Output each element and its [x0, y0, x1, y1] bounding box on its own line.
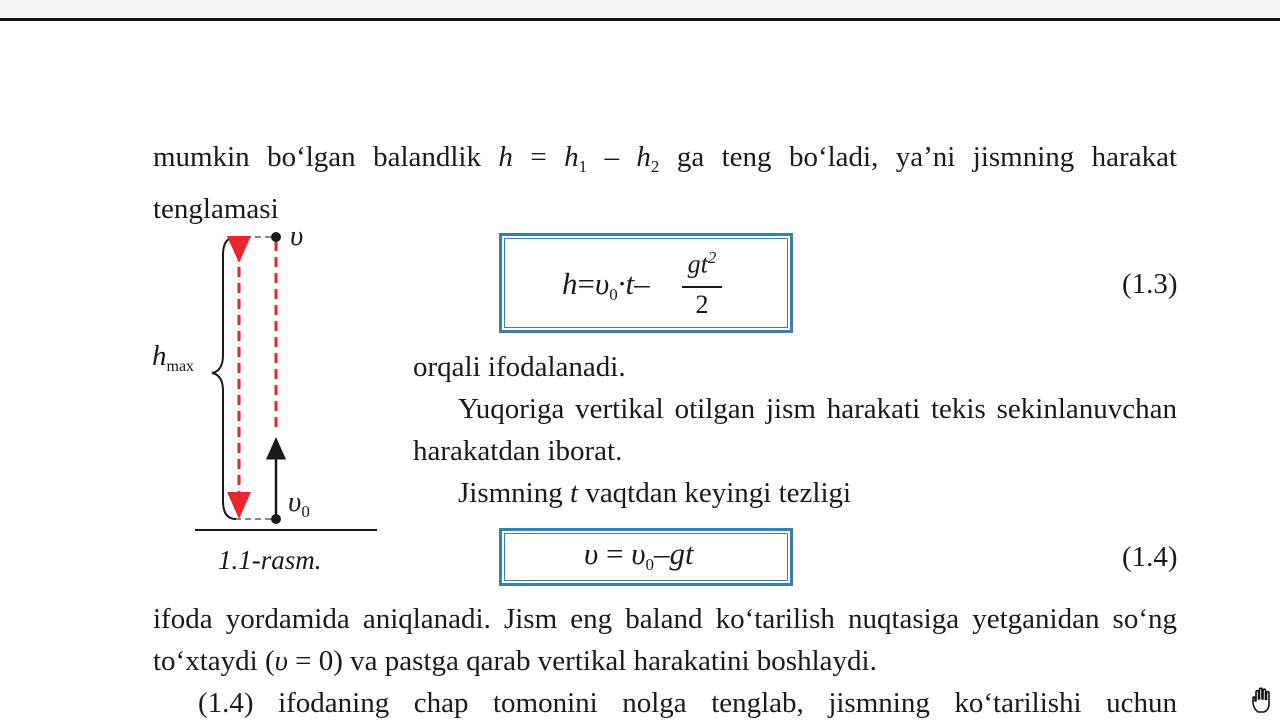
fraction-bar [682, 286, 722, 288]
label-v: υ [290, 220, 304, 252]
math-h2: h [636, 141, 651, 173]
viewer-top-bar [0, 0, 1280, 18]
paragraph-stops-at-top: ifoda yordamida aniqlanadi. Jism eng baland ko‘tarilish nuqtasiga yetganidan so‘ng to‘xtaydi (υ = 0) va pastga qarab vertikal harakatini boshlaydi. [153, 603, 1177, 677]
figure-caption: 1.1-rasm. [218, 545, 322, 575]
paragraph-uniformly-decelerated: Yuqoriga vertikal otilgan jism harakati tekis sekinlanuvchan harakatdan iborat. [413, 393, 1177, 467]
paragraph-velocity-after-t: Jismning t vaqtdan keyingi tezligi [458, 477, 852, 509]
math-sub-1: 1 [578, 157, 588, 176]
hand-cursor-icon [1250, 686, 1276, 714]
equation-1-4: $\upsilon = \upsilon_0-gt$ [584, 536, 694, 574]
math-sub-2: 2 [650, 157, 660, 176]
start-point [271, 514, 281, 524]
text-run: mumkin bo‘lgan balandlik [153, 141, 499, 173]
label-hmax: $h_{max}$ [152, 340, 195, 375]
math-h: h [498, 141, 513, 173]
math-h1: h [564, 141, 579, 173]
text-run: ga teng bo‘ladi, ya’ni jismning harakat tenglamasi [153, 141, 1178, 225]
paragraph-height-definition [153, 136, 1177, 230]
math-minus: – [587, 141, 637, 173]
top-point [271, 232, 281, 242]
equation-number-1-3: (1.3) [1122, 268, 1178, 300]
page-top-border [0, 18, 1280, 21]
equation-1-3-denominator: 2 [695, 290, 709, 319]
equation-number-1-4: (1.4) [1122, 541, 1178, 573]
math-equals: = [512, 141, 565, 173]
figure-vertical-throw [140, 225, 390, 545]
label-v0: $\upsilon_0$ [288, 486, 310, 521]
paragraph-expressed-by: orqali ifodalanadi. [413, 351, 626, 383]
equation-1-3-numerator: $gt^2$ [687, 248, 717, 279]
equation-1-3-left: $h=\upsilon_0\cdot t-$ [562, 266, 650, 304]
height-brace [212, 237, 236, 519]
paragraph-setting-zero: (1.4) ifodaning chap tomonini nolga tenglab, jismning ko‘tarilishi uchun [198, 687, 1177, 719]
